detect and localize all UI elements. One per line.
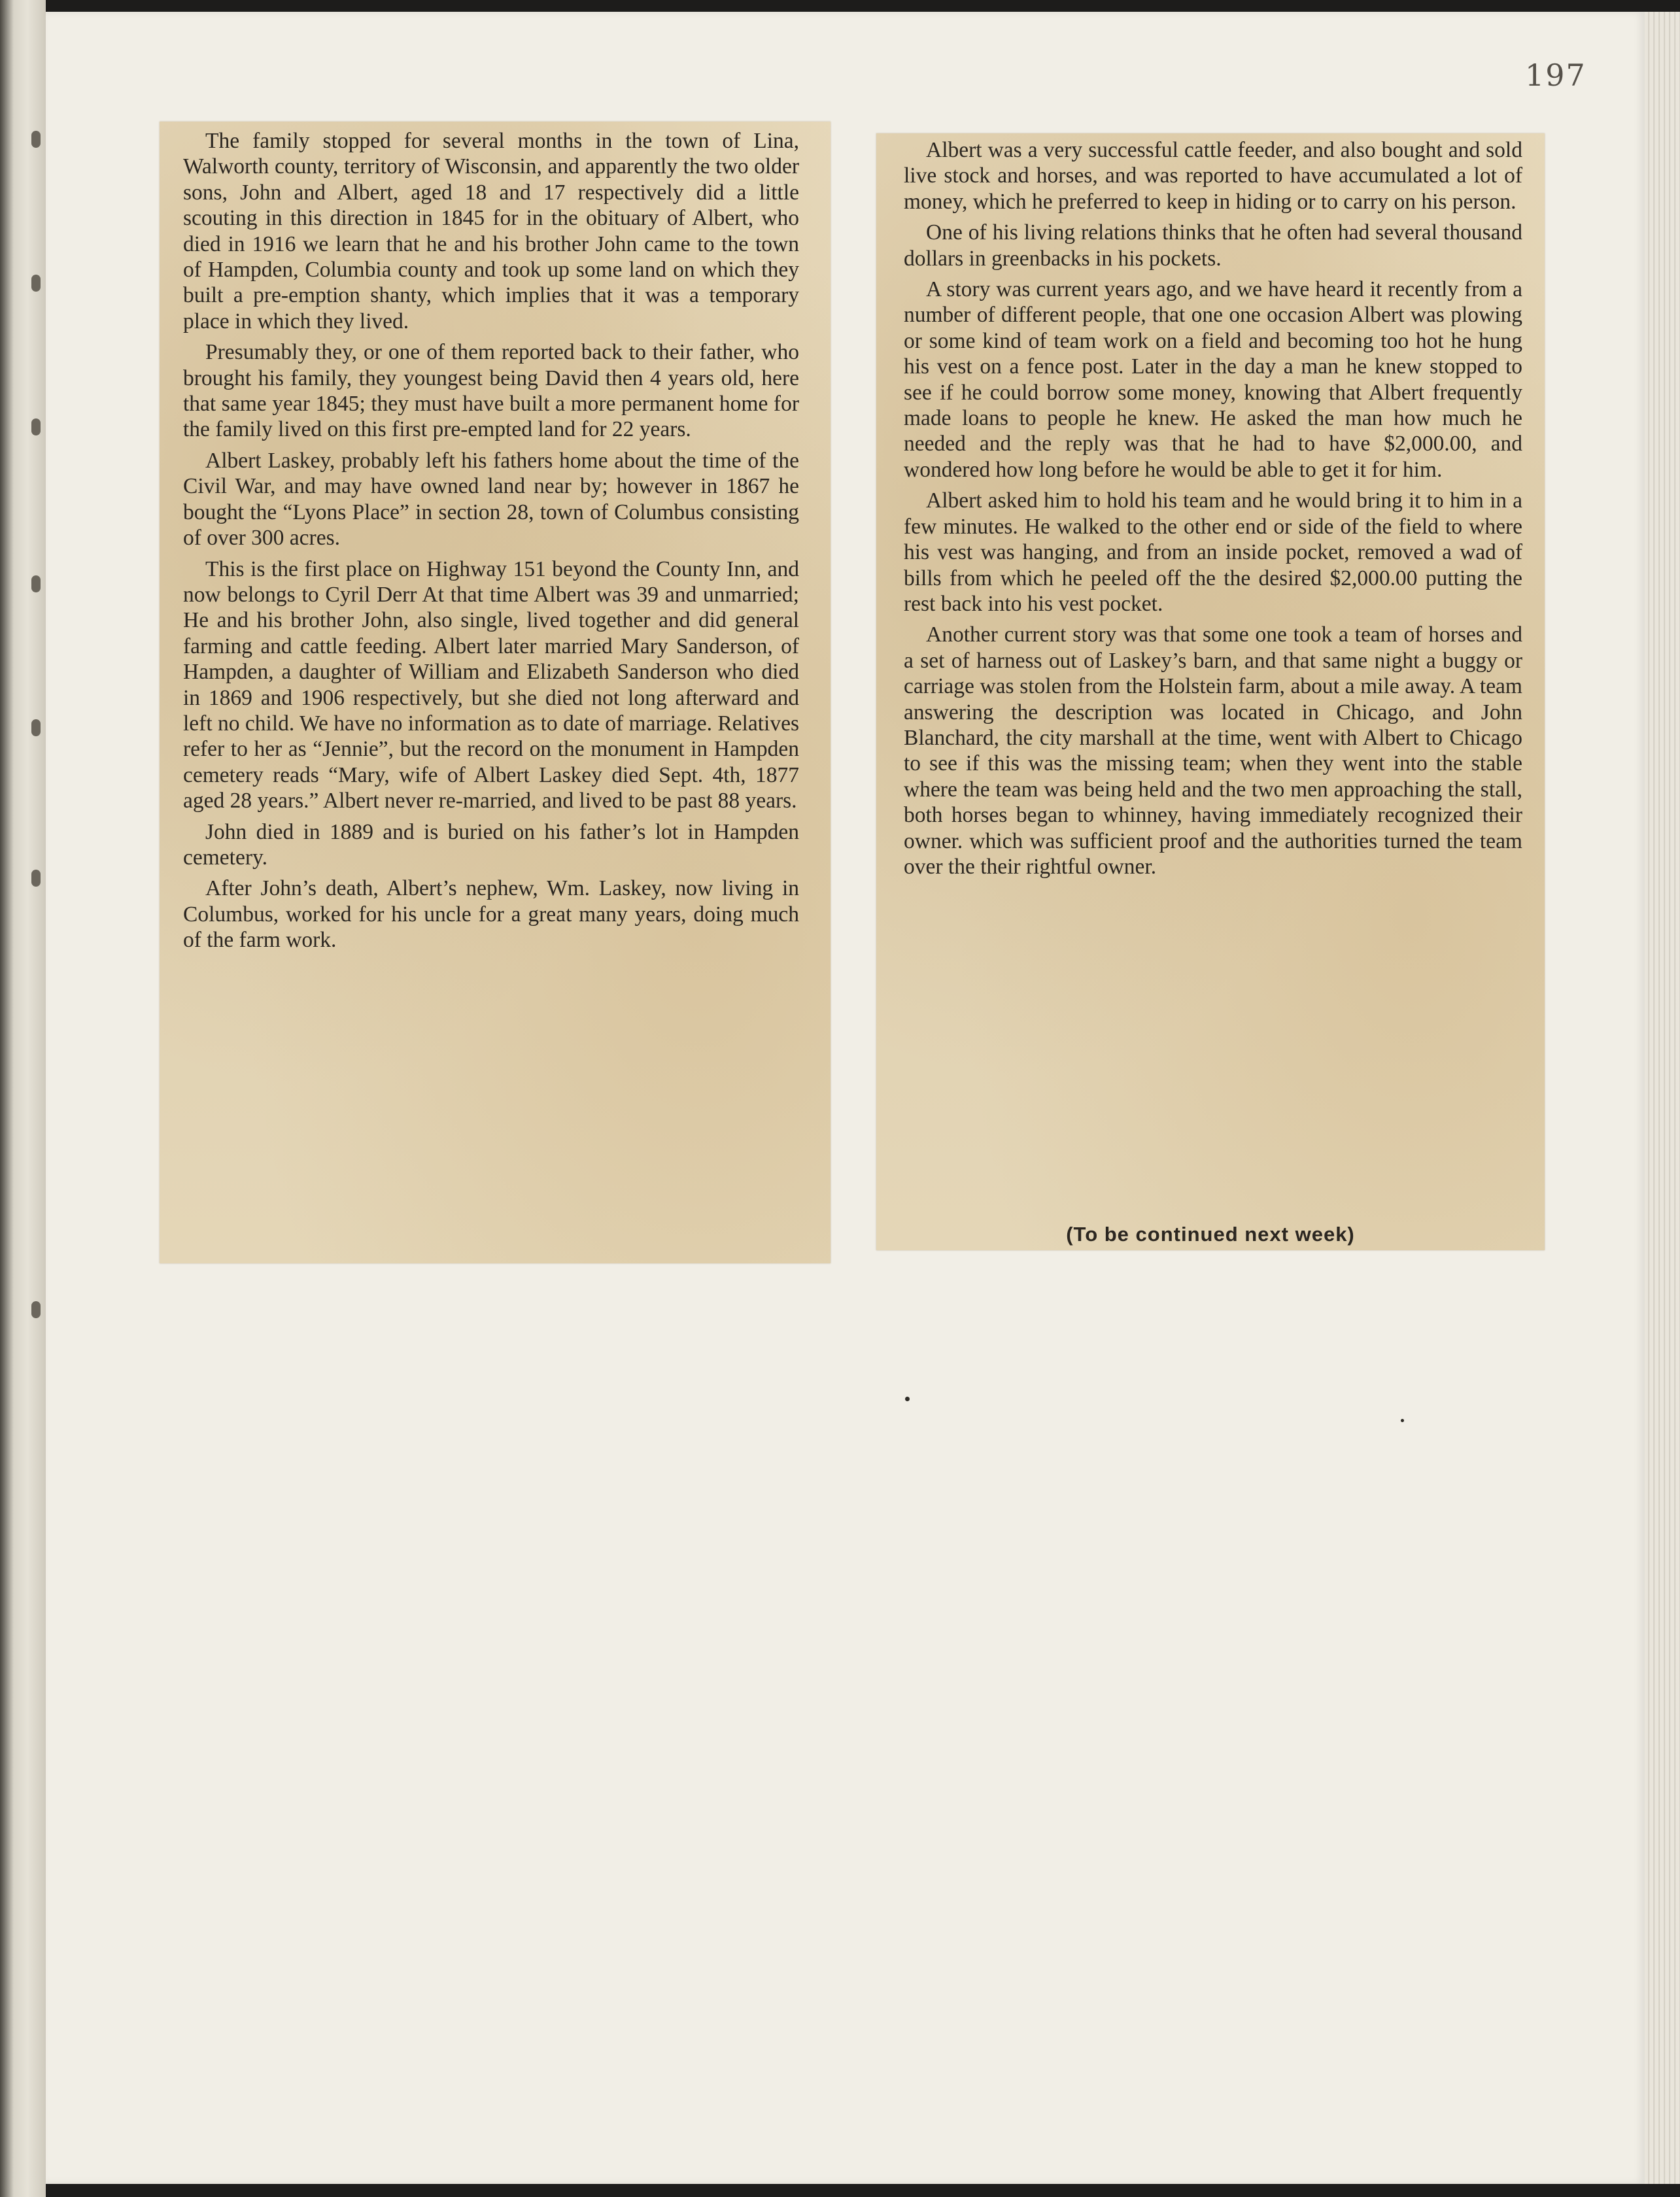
binding-hole: [31, 870, 41, 887]
newspaper-clipping-right: [876, 133, 1545, 1250]
binding-hole: [31, 131, 41, 148]
paragraph: The family stopped for several months in the town of Lina, Walworth county, territory of Wisconsin, and apparently the two older sons, John and Albert, aged 18 and 17 respectively did a little scouting in this direction in 1845 for in the obituary of Albert, who died in 1916 we learn that he and his brother John came to the town of Hampden, Columbia county and took up some land on which they built a pre-emption shanty, which implies that it was a temporary place in which they lived.: [183, 129, 799, 333]
page-speck: [905, 1397, 910, 1401]
paragraph: Albert asked him to hold his team and he would bring it to him in a few minutes. He walked to the other end or side of the field to where his vest was hanging, and from an inside pocket, removed a wad of bills from which he peeled off the the desired $2,000.00 putting the rest back into his vest pocket.: [904, 488, 1522, 616]
continued-note: (To be continued next week): [1066, 1223, 1355, 1246]
binding-strip: [0, 0, 46, 2197]
paragraph: One of his living relations thinks that he often had several thousand dollars in greenbacks in his pockets.: [904, 220, 1522, 271]
binding-hole: [31, 418, 41, 435]
paragraph: John died in 1889 and is buried on his father’s lot in Hampden cemetery.: [183, 819, 799, 870]
clipping-right-text: [904, 137, 1522, 885]
paragraph: Presumably they, or one of them reported back to their father, who brought his family, they youngest being David then 4 years old, here that same year 1845; they must have built a more permanent home for the family lived on this first pre-empted land for 22 years.: [183, 340, 799, 442]
clipping-left-text: [183, 128, 799, 959]
page-speck: [1401, 1419, 1404, 1422]
page-edges: [1645, 12, 1680, 2184]
binding-hole: [31, 275, 41, 292]
paragraph: After John’s death, Albert’s nephew, Wm. Laskey, now living in Columbus, worked for his uncle for a great many years, doing much of the farm work.: [183, 876, 799, 953]
binding-hole: [31, 575, 41, 592]
paragraph: A story was current years ago, and we have heard it recently from a number of different people, that one one occasion Albert was plowing or some kind of team work on a field and becoming too hot he hung his vest on a fence post. Later in the day a man he knew stopped to see if he could borrow some money, knowing that Albert frequently made loans to people he knew. He asked the man how much he needed and the reply was that he had to have $2,000.00, and wondered how long before he would be able to get it for him.: [904, 277, 1522, 482]
paragraph: Another current story was that some one took a team of horses and a set of harness out of Laskey’s barn, and that same night a buggy or carriage was stolen from the Holstein farm, about a mile away. A team answering the description was located in Chicago, and John Blanchard, the city marshall at the time, went with Albert to Chicago to see if this was the missing team; when they went into the stable where the team was being held and the two men approaching the stall, both horses began to whinney, having immediately recognized their owner. which was sufficient proof and the authorities turned the team over the their rightful owner.: [904, 622, 1522, 879]
paragraph: Albert Laskey, probably left his fathers home about the time of the Civil War, and may have owned land near by; however in 1867 he bought the “Lyons Place” in section 28, town of Columbus consisting of over 300 acres.: [183, 448, 799, 551]
page-number: 197: [1525, 58, 1586, 93]
binding-hole: [31, 1301, 41, 1318]
paragraph: Albert was a very successful cattle feeder, and also bought and sold live stock and horses, and was reported to have accumulated a lot of money, which he preferred to keep in hiding or to carry on his person.: [904, 138, 1522, 214]
binding-hole: [31, 719, 41, 736]
newspaper-clipping-left: [160, 122, 831, 1263]
paragraph: This is the first place on Highway 151 beyond the County Inn, and now belongs to Cyril Derr At that time Albert was 39 and unmarried; He and his brother John, also single, lived together and did general farming and cattle feeding. Albert later married Mary Sanderson, of Hampden, a daughter of William and Elizabeth Sanderson who died in 1869 and 1906 respectively, but she died not long afterward and left no child. We have no information as to date of marriage. Relatives refer to her as “Jennie”, but the record on the monument in Hampden cemetery reads “Mary, wife of Albert Laskey died Sept. 4th, 1877 aged 28 years.” Albert never re-married, and lived to be past 88 years.: [183, 556, 799, 813]
